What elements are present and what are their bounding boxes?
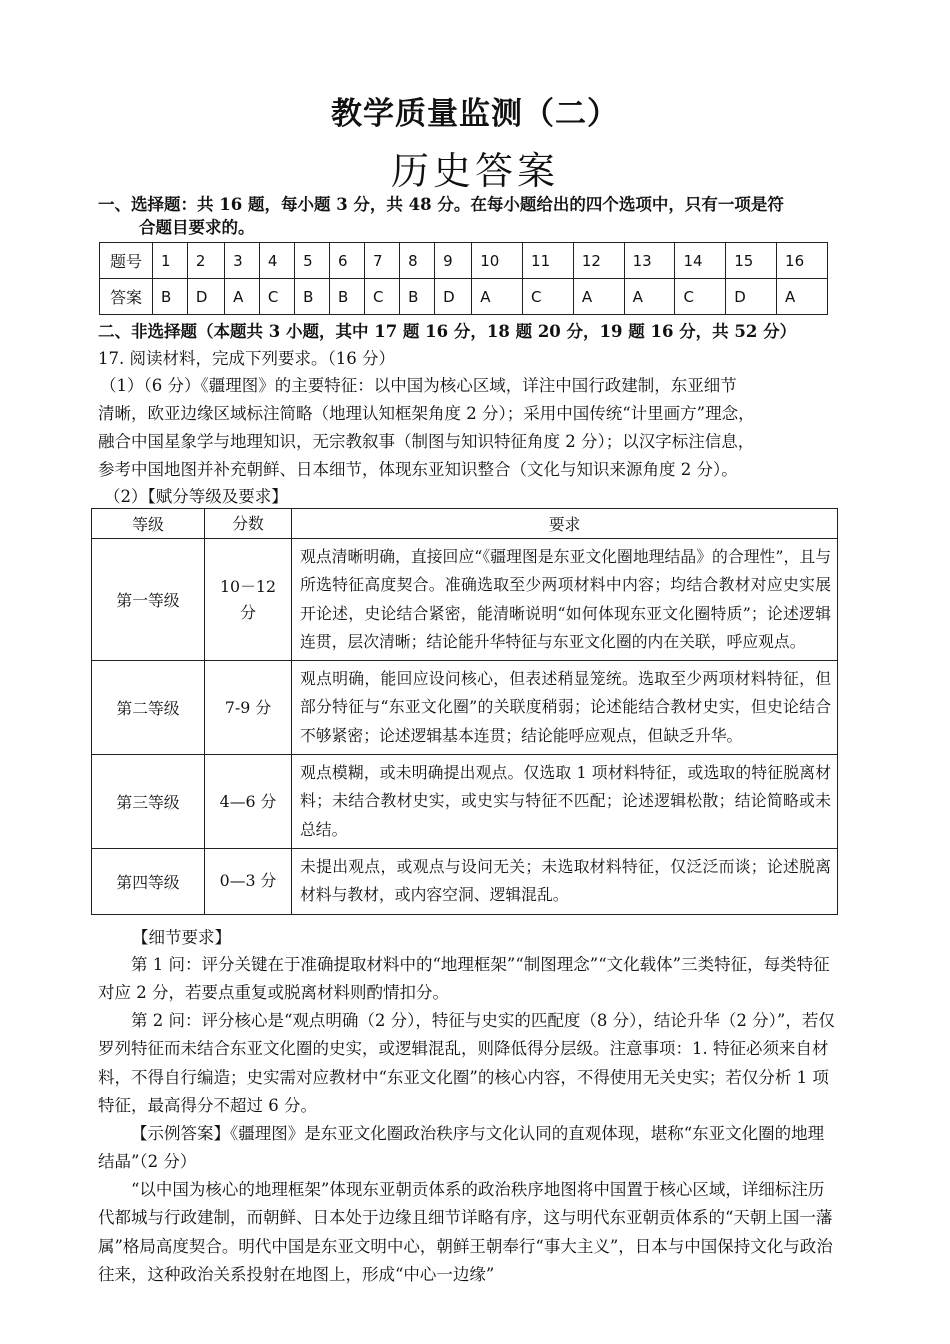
- detail-paragraph-q1: 第 1 问：评分关键在于准确提取材料中的“地理框架”“制图理念”“文化载体”三类特征，每类特征对应 2 分，若要点重复或脱离材料则酌情扣分。: [98, 955, 830, 1003]
- page-subtitle: 历史答案: [390, 149, 559, 193]
- sample-answer-intro: 【示例答案】《疆理图》是东亚文化圈政治秩序与文化认同的直观体现，堪称“东亚文化圈的地理结晶”（2 分）: [98, 1124, 825, 1172]
- answer-cell: C: [675, 279, 726, 315]
- part2-heading: （2）【赋分等级及要求】: [104, 487, 288, 506]
- rubric-level: 第一等级: [92, 539, 205, 661]
- question-number: 3: [225, 243, 260, 279]
- part1-line: 清晰，欧亚边缘区域标注简略（地理认知框架角度 2 分）；采用中国传统“计里画方”理念，: [98, 404, 755, 423]
- answer-cell: D: [435, 279, 472, 315]
- rubric-level: 第二等级: [92, 661, 205, 755]
- rubric-row: [92, 848, 838, 914]
- answer-table-number-row: [100, 243, 828, 279]
- answer-cell: C: [364, 279, 399, 315]
- answer-cell: A: [225, 279, 260, 315]
- question-number: 2: [187, 243, 224, 279]
- question-number: 12: [573, 243, 624, 279]
- answer-cell: B: [295, 279, 330, 315]
- rubric-score: 0—3 分: [205, 848, 292, 914]
- rubric-row: [92, 755, 838, 849]
- question-number: 14: [675, 243, 726, 279]
- question-number: 5: [295, 243, 330, 279]
- answer-table-answer-row: [100, 279, 828, 315]
- section2-heading: 二、非选择题（本题共 3 小题，其中 17 题 16 分，18 题 20 分，19 题 16 分，共 52 分）: [98, 322, 797, 341]
- answer-cell: A: [777, 279, 828, 315]
- rubric-level: 第四等级: [92, 848, 205, 914]
- answer-cell: D: [726, 279, 777, 315]
- question-number: 6: [330, 243, 365, 279]
- sample-answer-body: “以中国为核心的地理框架”体现东亚朝贡体系的政治秩序地图将中国置于核心区域，详细标注历代都城与行政建制，而朝鲜、日本处于边缘且细节详略有序，这与明代东亚朝贡体系的“天朝上国一藩属”格局高度契合。明代中国是东亚文明中心，朝鲜王朝奉行“事大主义”，日本与中国保持文化与政治往来，这种政治关系投射在地图上，形成“中心一边缘”: [98, 1180, 833, 1284]
- rubric-row: [92, 539, 838, 661]
- answer-cell: C: [523, 279, 574, 315]
- question-number: 8: [400, 243, 435, 279]
- question-number: 1: [153, 243, 188, 279]
- answer-cell: A: [624, 279, 675, 315]
- rubric-requirement: 观点明确，能回应设问核心，但表述稍显笼统。选取至少两项材料特征，但部分特征与“东亚文化圈”的关联度稍弱；论述能结合教材史实，但史论结合不够紧密；论述逻辑基本连贯；结论能呼应观点，但缺乏升华。: [292, 661, 838, 755]
- answer-cell: B: [330, 279, 365, 315]
- part1-line: （1）（6 分）《疆理图》的主要特征：以中国为核心区域，详注中国行政建制，东亚细节: [100, 376, 737, 395]
- answer-cell: C: [259, 279, 294, 315]
- answer-table-header-label: 题号: [100, 243, 153, 279]
- section1-heading-line1: 一、选择题：共 16 题，每小题 3 分，共 48 分。在每小题给出的四个选项中，只有一项是符: [98, 195, 784, 214]
- question-number: 10: [472, 243, 523, 279]
- question-number: 15: [726, 243, 777, 279]
- question-number: 11: [523, 243, 574, 279]
- answer-cell: A: [573, 279, 624, 315]
- rubric-requirement: 观点模糊，或未明确提出观点。仅选取 1 项材料特征，或选取的特征脱离材料；未结合教材史实，或史实与特征不匹配；论述逻辑松散；结论简略或未总结。: [292, 755, 838, 849]
- rubric-level: 第三等级: [92, 755, 205, 849]
- detail-paragraph-q2: 第 2 问：评分核心是“观点明确（2 分），特征与史实的匹配度（8 分），结论升华（2 分）”，若仅罗列特征而未结合东亚文化圈的史实，或逻辑混乱，则降低得分层级。注意事项：1. 特征必须来自材料，不得自行编造；史实需对应教材中“东亚文化圈”的核心内容，不得使用无关史实；若仅分析 1 项特征，最高得分不超过 6 分。: [98, 1011, 835, 1115]
- grading-rubric-table: [91, 508, 838, 915]
- answer-cell: A: [472, 279, 523, 315]
- page-title: 教学质量监测（二）: [331, 96, 619, 132]
- question-number: 7: [364, 243, 399, 279]
- question-17-prompt: 17. 阅读材料，完成下列要求。（16 分）: [98, 349, 395, 368]
- part1-line: 参考中国地图并补充朝鲜、日本细节，体现东亚知识整合（文化与知识来源角度 2 分）。: [98, 460, 738, 479]
- question-number: 9: [435, 243, 472, 279]
- rubric-row: [92, 661, 838, 755]
- rubric-header-level: 等级: [92, 509, 205, 539]
- question-number: 16: [777, 243, 828, 279]
- question-number: 4: [259, 243, 294, 279]
- rubric-header-score: 分数: [205, 509, 292, 539]
- answer-cell: B: [400, 279, 435, 315]
- answer-cell: B: [153, 279, 188, 315]
- question-number: 13: [624, 243, 675, 279]
- rubric-score: 7-9 分: [205, 661, 292, 755]
- answer-table: [99, 242, 828, 315]
- part1-line: 融合中国星象学与地理知识，无宗教叙事（制图与知识特征角度 2 分）；以汉字标注信息，: [98, 432, 755, 451]
- rubric-requirement: 观点清晰明确，直接回应“《疆理图是东亚文化圈地理结晶》的合理性”，且与所选特征高度契合。准确选取至少两项材料中内容；均结合教材对应史实展开论述，史论结合紧密，能清晰说明“如何体现东亚文化圈特质”；论述逻辑连贯，层次清晰；结论能升华特征与东亚文化圈的内在关联，呼应观点。: [292, 539, 838, 661]
- section1-heading-line2: 合题目要求的。: [139, 218, 255, 237]
- detail-heading: 【细节要求】: [132, 928, 231, 947]
- answer-cell: D: [187, 279, 224, 315]
- rubric-requirement: 未提出观点，或观点与设问无关；未选取材料特征，仅泛泛而谈；论述脱离材料与教材，或内容空洞、逻辑混乱。: [292, 848, 838, 914]
- rubric-score: 4—6 分: [205, 755, 292, 849]
- rubric-header-row: [92, 509, 838, 539]
- rubric-score: 10－12 分: [205, 539, 292, 661]
- answer-table-answer-label: 答案: [100, 279, 153, 315]
- rubric-header-requirement: 要求: [292, 509, 838, 539]
